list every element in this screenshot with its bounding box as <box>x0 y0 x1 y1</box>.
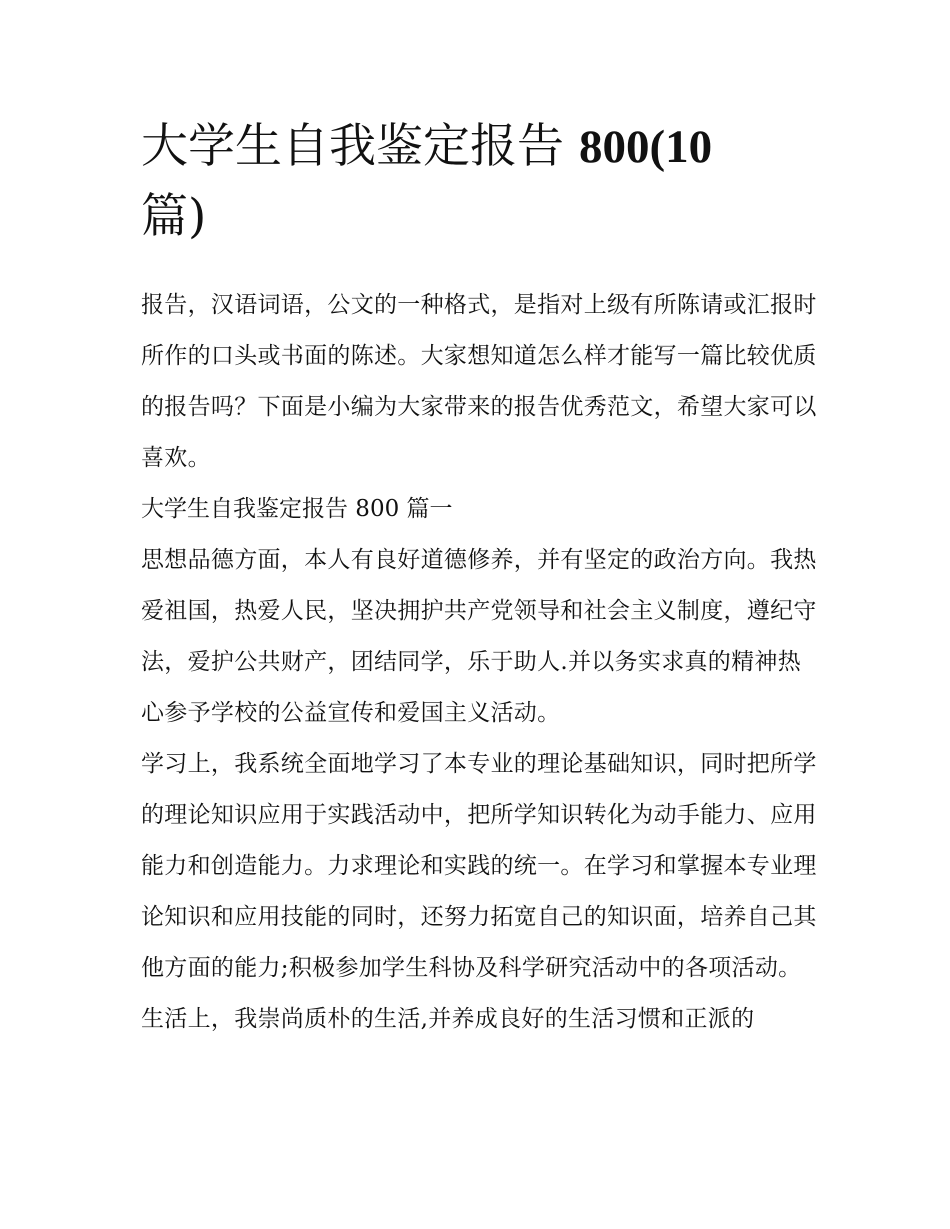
body-paragraph-ideology: 思想品德方面，本人有良好道德修养，并有坚定的政治方向。我热爱祖国，热爱人民，坚决拥护共产党领导和社会主义制度，遵纪守法，爱护公共财产，团结同学，乐于助人.并以务实求真的精神热心参予学校的公益宣传和爱国主义活动。 <box>141 547 817 726</box>
intro-paragraph: 报告，汉语词语，公文的一种格式，是指对上级有所陈请或汇报时所作的口头或书面的陈述。大家想知道怎么样才能写一篇比较优质的报告吗？下面是小编为大家带来的报告优秀范文，希望大家可以喜欢。 <box>141 292 817 471</box>
body-paragraph-life: 生活上，我崇尚质朴的生活,并养成良好的生活习惯和正派的 <box>141 1006 755 1032</box>
section-heading: 大学生自我鉴定报告 800 篇一 <box>141 496 453 522</box>
page-title <box>141 112 821 252</box>
title-main: 大学生自我鉴定报告 <box>141 119 564 174</box>
body-paragraph-study: 学习上，我系统全面地学习了本专业的理论基础知识，同时把所学的理论知识应用于实践活动中，把所学知识转化为动手能力、应用能力和创造能力。力求理论和实践的统一。在学习和掌握本专业理论知识和应用技能的同时，还努力拓宽自己的知识面，培养自己其他方面的能力;积极参加学生科协及科学研究活动中的各项活动。 <box>141 751 817 981</box>
title-end: 篇) <box>141 189 207 244</box>
document-content <box>141 112 821 1045</box>
title-number: 800(10 <box>578 121 713 173</box>
